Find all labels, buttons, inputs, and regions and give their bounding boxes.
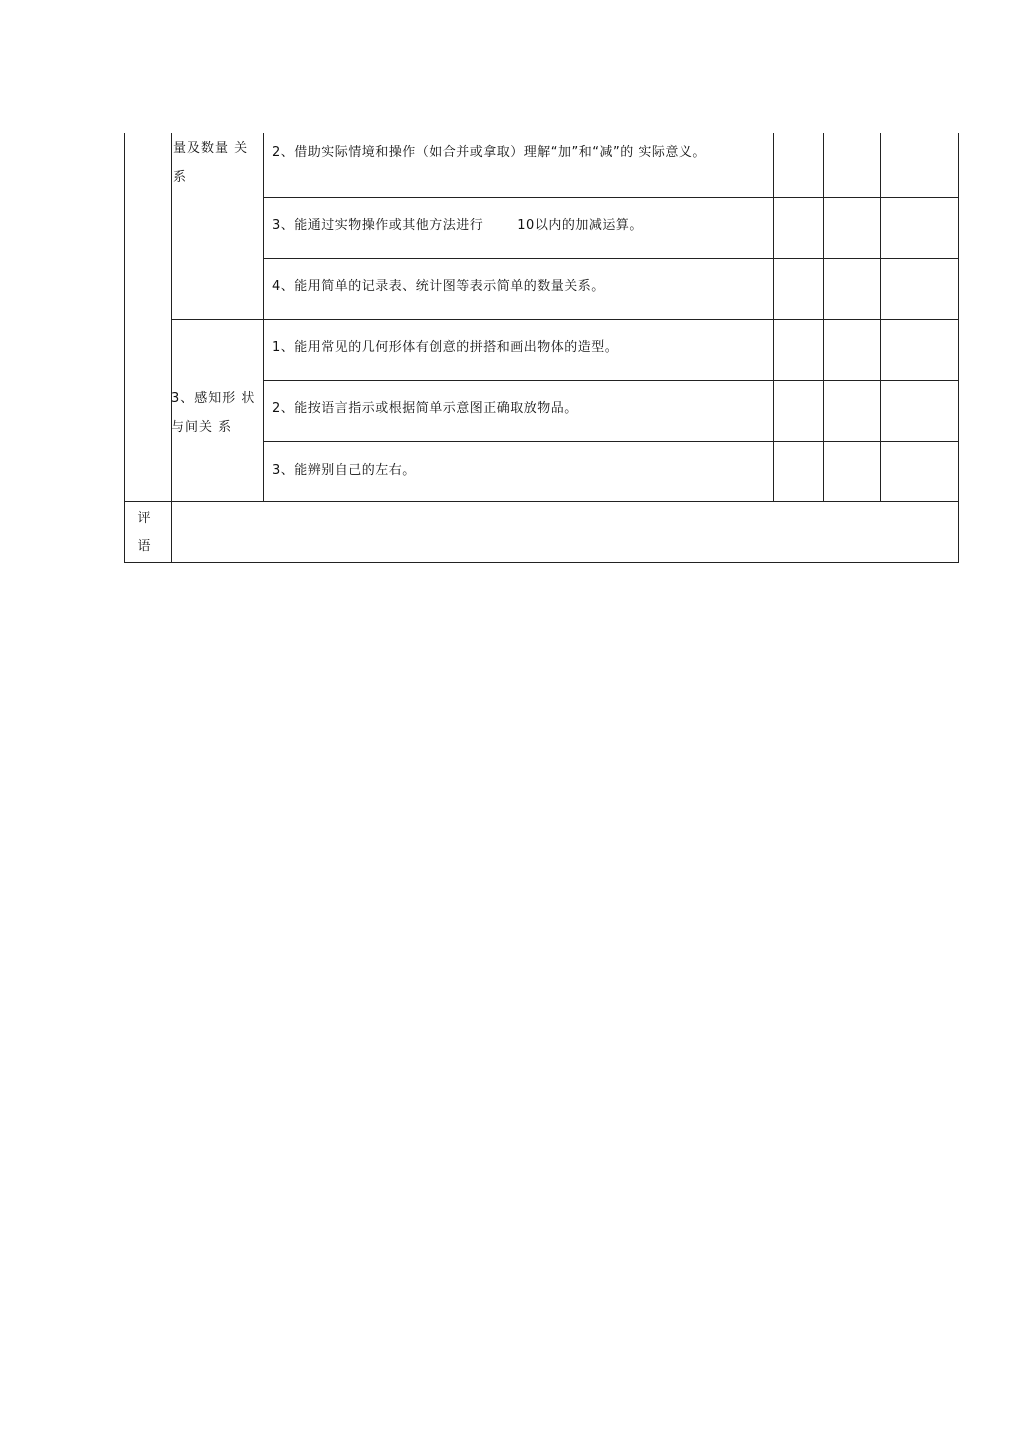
column-divider-score-3 [880, 133, 881, 502]
item-row-addition-subtraction-meaning: 2、借助实际情境和操作（如合并或拿取）理解“加”和“减”的 实际意义。 [272, 145, 706, 160]
item-row-left-right: 3、能辨别自己的左右。 [272, 463, 416, 478]
category-quantity-relation: 量及数量 关系 [173, 141, 249, 185]
comment-label: 评语 [137, 511, 151, 554]
column-divider-category [263, 133, 264, 502]
table-border-left [124, 133, 125, 563]
category-shape-space: 3、感知形 状与间关 系 [171, 391, 256, 435]
column-divider-score-1 [773, 133, 774, 502]
column-divider-domain [171, 133, 172, 563]
item-row-geometric-building: 1、能用常见的几何形体有创意的拼搭和画出物体的造型。 [272, 340, 619, 355]
item-row-within-ten-calculation [272, 211, 643, 241]
item-row-record-chart: 4、能用简单的记录表、统计图等表示简单的数量关系。 [272, 279, 605, 294]
item-row-within-ten-text-a: 3、能通过实物操作或其他方法进行 [272, 218, 484, 233]
row-divider-3 [171, 319, 959, 320]
row-divider-1 [263, 197, 959, 198]
column-divider-score-2 [823, 133, 824, 502]
table-border-bottom [124, 562, 959, 563]
row-divider-5 [263, 441, 959, 442]
item-row-follow-instructions: 2、能按语言指示或根据简单示意图正确取放物品。 [272, 401, 578, 416]
row-divider-2 [263, 258, 959, 259]
comment-area [172, 502, 958, 562]
item-row-within-ten-text-b: 10以内的加减运算。 [517, 218, 643, 233]
row-divider-4 [263, 380, 959, 381]
